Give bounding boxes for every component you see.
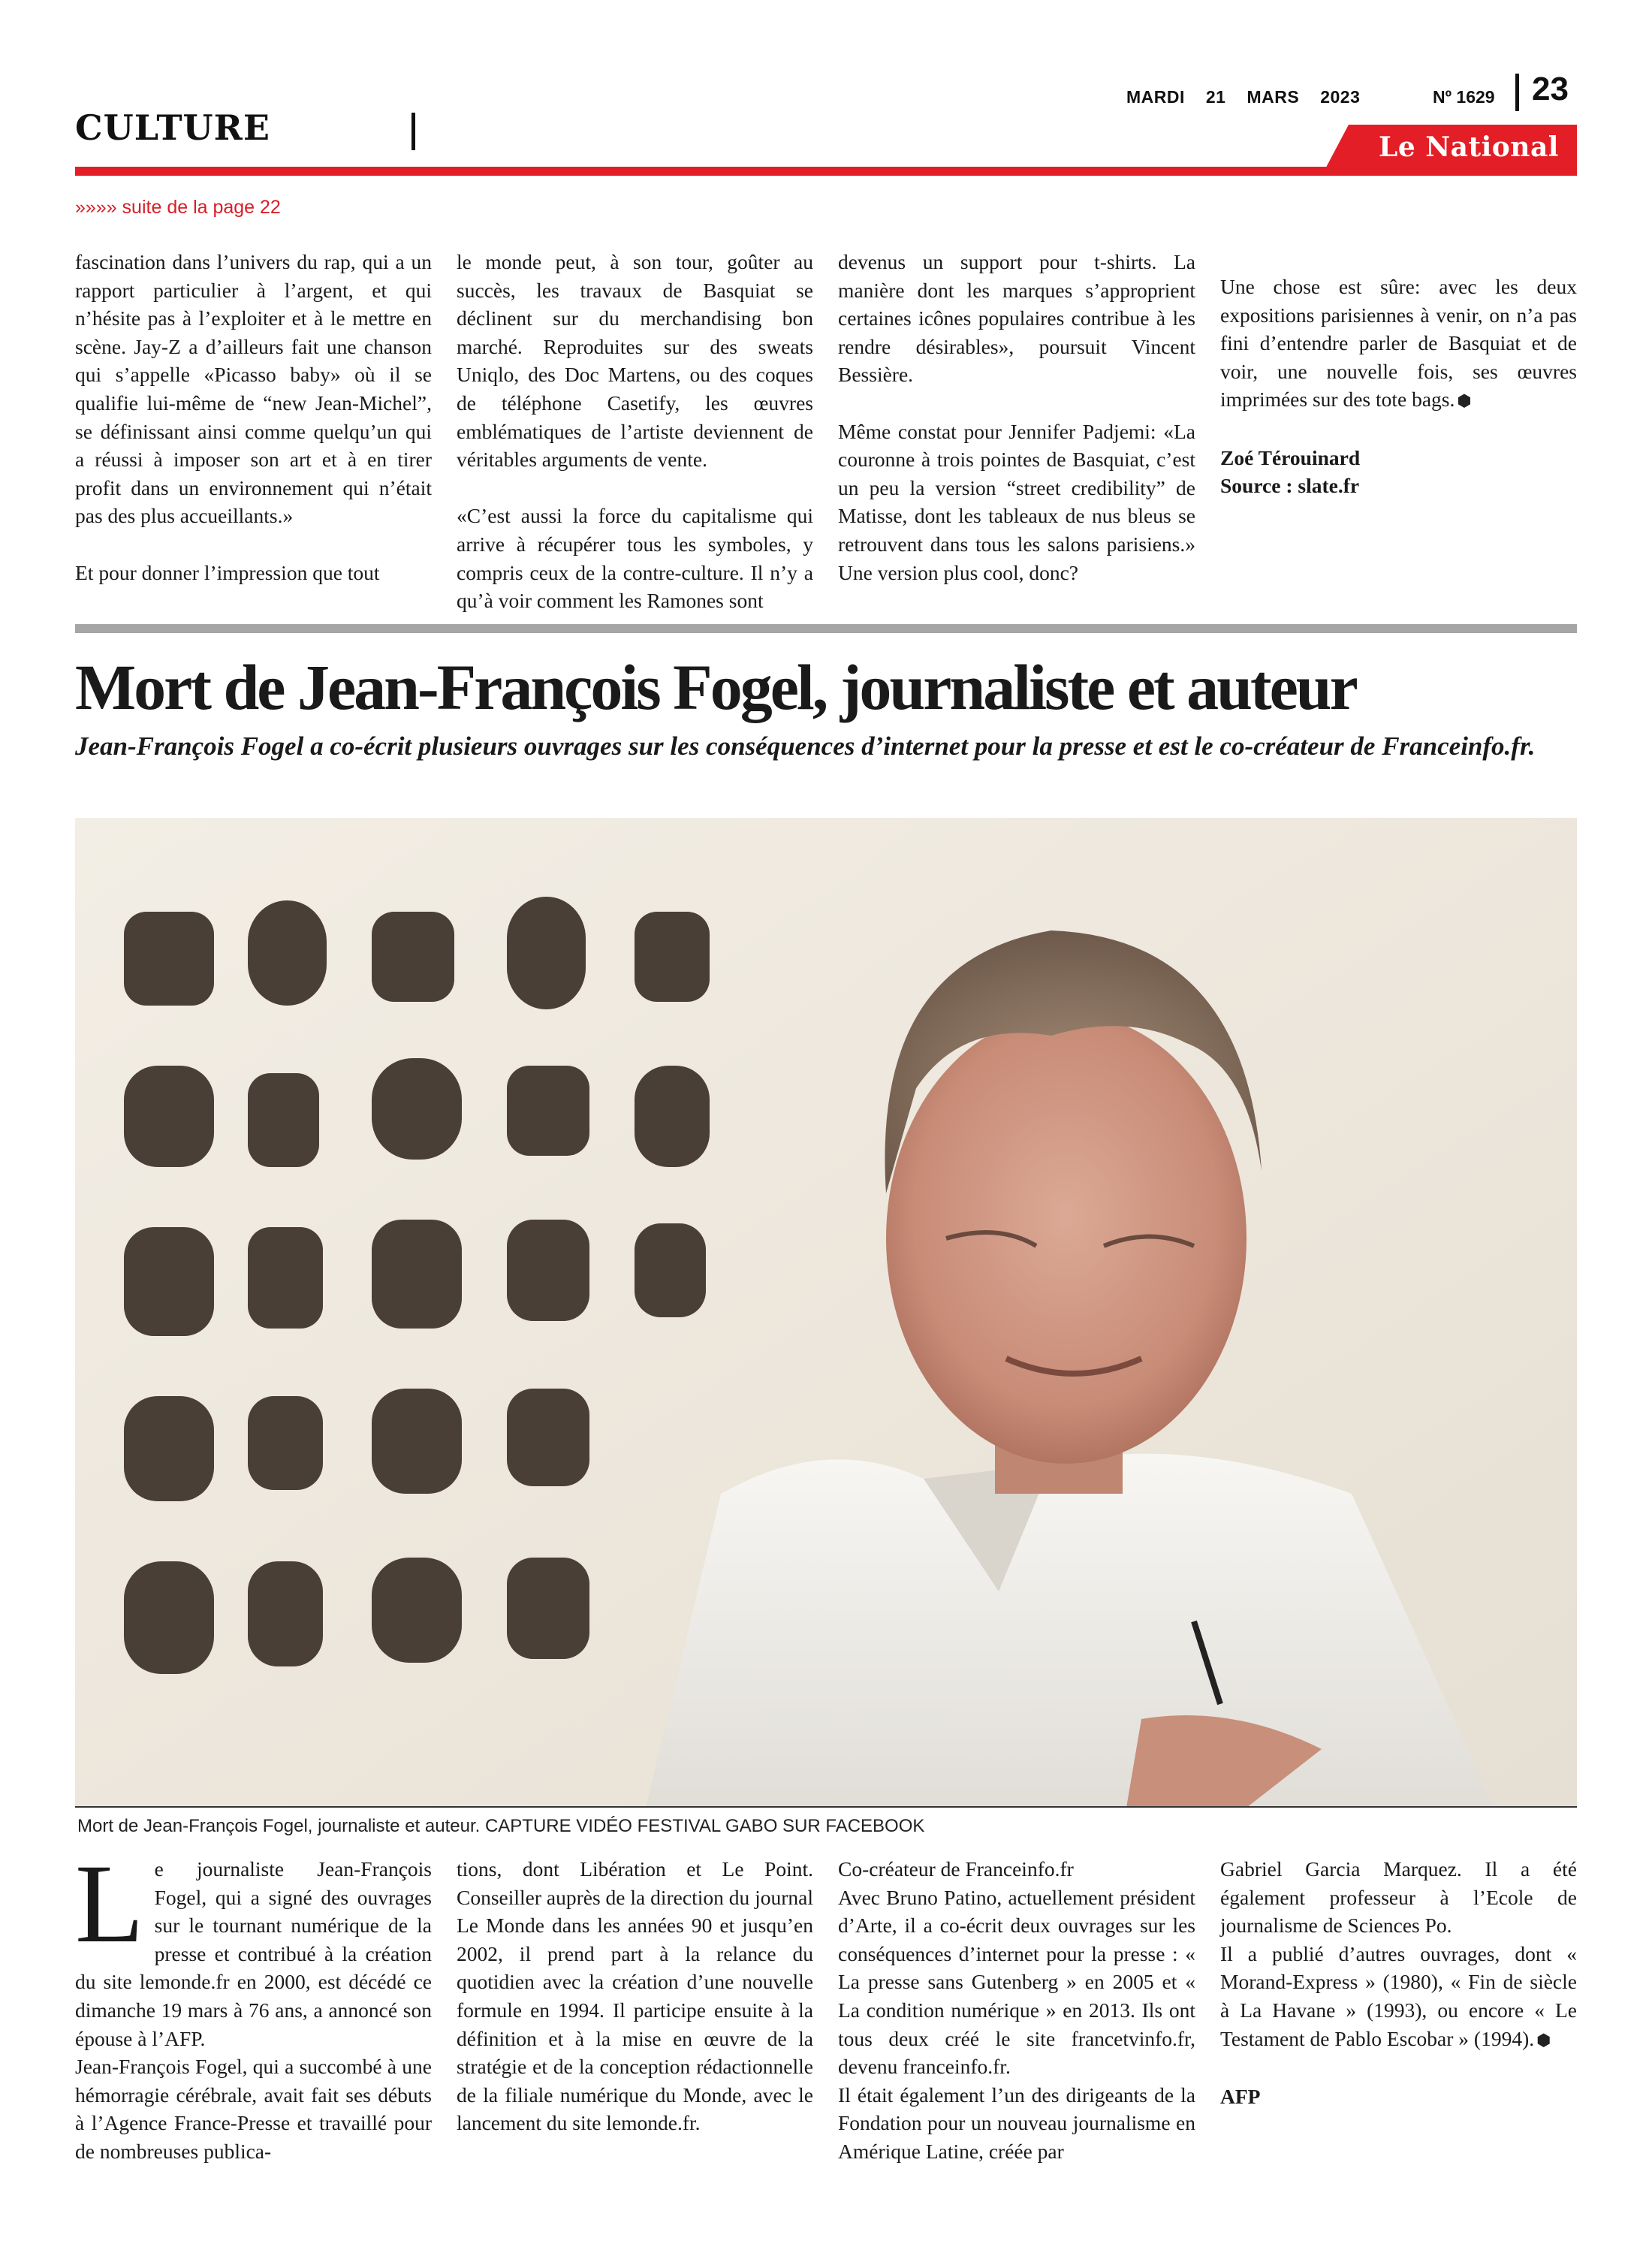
source-line: Source : slate.fr (1220, 474, 1360, 498)
article-column-3 (838, 1855, 1195, 2166)
top-article-column-4 (1220, 273, 1577, 500)
article-standfirst: Jean-François Fogel a co-écrit plusieurs ouvrages sur les conséquences d’internet pour la presse et est le co-créateur de Franceinfo.fr. (75, 731, 1536, 761)
hexagon-end-icon: ⬢ (1536, 2030, 1551, 2049)
hexagon-end-icon: ⬢ (1457, 391, 1472, 411)
top-article-column-3 (838, 248, 1195, 587)
subheading: Co-créateur de Franceinfo.fr (838, 1857, 1074, 1881)
paragraph: devenus un support pour t-shirts. La manière dont les marques s’approprient certaines icônes populaires contribue à les rendre désirables», poursuit Vincent Bessière. (838, 250, 1195, 387)
paragraph: Et pour donner l’impression que tout (75, 560, 380, 584)
brand-logo: Le National (1379, 131, 1559, 163)
paragraph: le monde peut, à son tour, goûter au succès, les travaux de Basquiat se déclinent sur du merchandising bon marché. Reproduites sur des sweats Uniqlo, des Doc Martens, ou des coques de téléphone Casetify, les œuvres emblématiques de l’artiste deviennent de véritables arguments de vente. (457, 250, 813, 472)
page-divider (1515, 74, 1519, 111)
paragraph (75, 1841, 432, 2052)
author-byline: Zoé Térouinard (1220, 445, 1361, 469)
author-byline: AFP (1220, 2084, 1261, 2108)
date-month: MARS (1247, 87, 1300, 107)
article-separator (75, 624, 1577, 633)
paragraph (1220, 1940, 1577, 2054)
top-article-column-1 (75, 248, 432, 587)
photo-rule (75, 1806, 1577, 1808)
paragraph-text: e journaliste Jean-François Fogel, qui a signé des ouvrages sur le tournant numérique de la presse et contribué à la création du site lemonde.fr en 2000, est décédé ce dimanche 19 mars à 76 ans, a annoncé son épouse à l’AFP. (75, 1857, 432, 2050)
date-year: 2023 (1320, 87, 1361, 107)
article-column-4 (1220, 1855, 1577, 2110)
page-number: 23 (1532, 71, 1569, 107)
section-title: CULTURE (75, 107, 270, 148)
paragraph-text: Une chose est sûre: avec les deux expositions parisiennes à venir, on n’a pas fini d’entendre parler de Basquiat et de voir, une nouvelle fois, ses œuvres imprimées sur des tote bags. (1220, 275, 1577, 412)
paragraph: Jean-François Fogel, qui a succombé à une hémorragie cérébrale, avait fait ses débuts à l’Agence France-Presse et travaillé pour de nombreuses publica- (75, 2055, 432, 2163)
article-column-1 (75, 1841, 432, 2166)
paragraph (1220, 273, 1577, 415)
article-headline: Mort de Jean-François Fogel, journaliste et auteur (75, 651, 1356, 723)
paragraph: Il était également l’un des dirigeants de la Fondation pour un nouveau journalisme en Amérique Latine, créée par (838, 2083, 1195, 2163)
paragraph: «C’est aussi la force du capitalisme qui arrive à récupérer tous les symboles, y compris ceux de la contre-culture. Il n’y a qu’à voir comment les Ramones sont (457, 504, 813, 613)
paragraph: fascination dans l’univers du rap, qui a un rapport particulier à l’argent, et qui n’hésite pas à l’exploiter et à le mettre en scène. Jay-Z a d’ailleurs fait une chanson qui s’appelle «Picasso baby» où il se qualifie lui-même de “new Jean-Michel”, se définissant ainsi comme quelqu’un qui a réussi à imposer son art et à en tirer profit dans un environnement qui n’était pas des plus accueillants.» (75, 250, 432, 528)
issue-date (1126, 87, 1381, 107)
top-article-column-2 (457, 248, 813, 615)
dropcap: L (75, 1841, 144, 1966)
date-number: 21 (1205, 87, 1226, 107)
section-divider (411, 113, 415, 150)
date-day: MARDI (1126, 87, 1185, 107)
article-photo (75, 818, 1577, 1808)
paragraph: Avec Bruno Patino, actuellement président d’Arte, il a co-écrit deux ouvrages sur les conséquences d’internet pour la presse : « La presse sans Gutenberg » en 2005 et « La condition numérique » en 2013. Ils ont tous deux créé le site francetvinfo.fr, devenu franceinfo.fr. (838, 1885, 1195, 2079)
issue-number: Nº 1629 (1433, 87, 1495, 107)
paragraph: tions, dont Libération et Le Point. Conseiller auprès de la direction du journal Le Monde dans les années 90 et jusqu’en 2002, il prend part à la relance du quotidien avec la création d’une nouvelle formule en 1994. Il participe ensuite à la définition et à la mise en œuvre de la stratégie et de la conception rédactionnelle de la filiale numérique du Monde, avec le lancement du site lemonde.fr. (457, 1857, 813, 2135)
photo-caption: Mort de Jean-François Fogel, journaliste et auteur. CAPTURE VIDÉO FESTIVAL GABO SUR FACEBOOK (77, 1816, 925, 1836)
continuation-note: »»»» suite de la page 22 (75, 197, 281, 218)
paragraph: Gabriel Garcia Marquez. Il a été également professeur à l’Ecole de journalisme de Sciences Po. (1220, 1857, 1577, 1938)
paragraph: Même constat pour Jennifer Padjemi: «La couronne à trois pointes de Basquiat, c’est un peu la version “street credibility” de Matisse, dont les tableaux de nus bleus se retrouvent dans tous les salons parisiens.» Une version plus cool, donc? (838, 419, 1195, 584)
article-column-2 (457, 1855, 813, 2137)
paragraph-text: Il a publié d’autres ouvrages, dont « Morand-Express » (1980), « Fin de siècle à La Havane » (1993), ou encore « Le Testament de Pablo Escobar » (1994). (1220, 1941, 1577, 2050)
